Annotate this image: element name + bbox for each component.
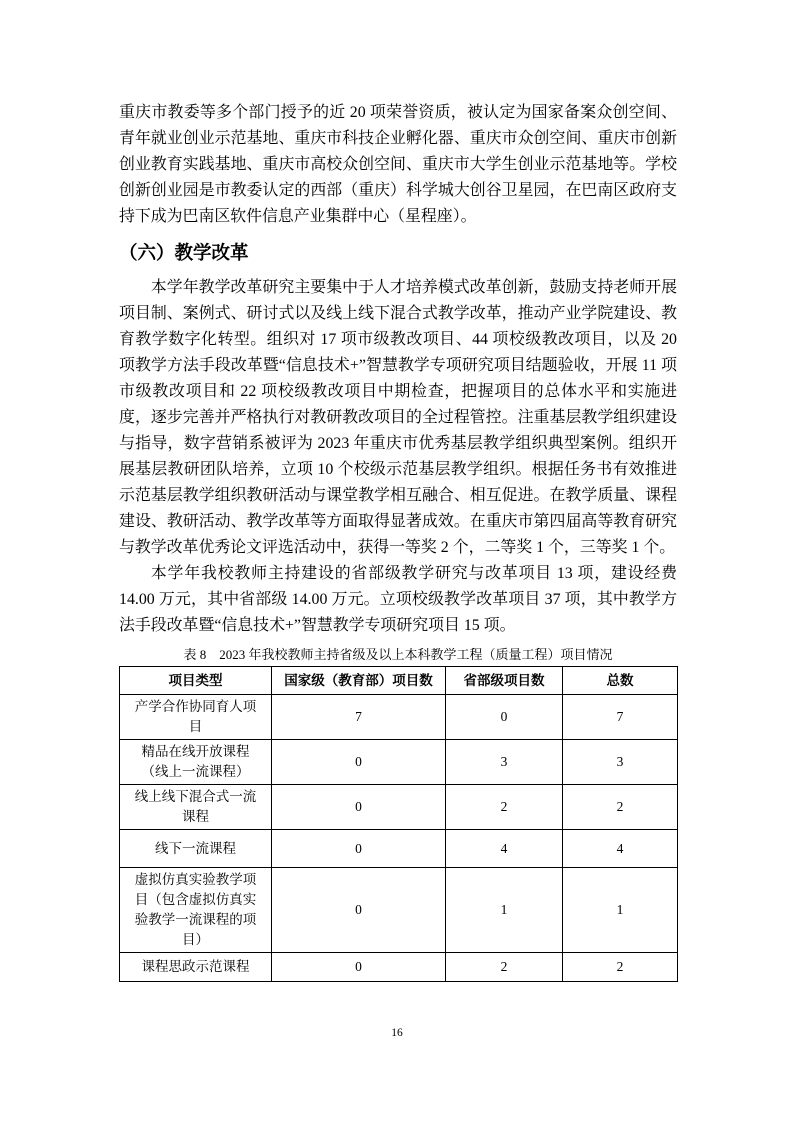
- total-count-cell: 1: [563, 868, 678, 953]
- provincial-count-cell: 2: [446, 785, 563, 830]
- project-type-cell: 线下一流课程: [120, 830, 272, 868]
- provincial-count-cell: 0: [446, 695, 563, 740]
- column-header-total: 总数: [563, 667, 678, 695]
- provincial-count-cell: 4: [446, 830, 563, 868]
- total-count-cell: 2: [563, 785, 678, 830]
- provincial-count-cell: 3: [446, 740, 563, 785]
- project-type-cell: 精品在线开放课程（线上一流课程）: [120, 740, 272, 785]
- column-header-provincial-count: 省部级项目数: [446, 667, 563, 695]
- table-row: [120, 740, 678, 785]
- national-count-cell: 0: [272, 740, 446, 785]
- provincial-count-cell: 1: [446, 868, 563, 953]
- table-header-row: [120, 667, 678, 695]
- table-row: [120, 830, 678, 868]
- intro-paragraph: 重庆市教委等多个部门授予的近 20 项荣誉资质，被认定为国家备案众创空间、青年就业创业示范基地、重庆市科技企业孵化器、重庆市众创空间、重庆市创新创业教育实践基地、重庆市高校众创空间、重庆市大学生创业示范基地等。学校创新创业园是市教委认定的西部（重庆）科学城大创谷卫星园，在巴南区政府支持下成为巴南区软件信息产业集群中心（星程座）。: [119, 104, 677, 225]
- total-count-cell: 7: [563, 695, 678, 740]
- project-type-cell: 课程思政示范课程: [120, 953, 272, 982]
- table-row: [120, 785, 678, 830]
- project-funding-paragraph: 本学年我校教师主持建设的省部级教学研究与改革项目 13 项，建设经费 14.00 万元，其中省部级 14.00 万元。立项校级教学改革项目 37 项，其中教学方法手段改革暨“信息技术+”智慧教学专项研究项目 15 项。: [119, 565, 677, 634]
- national-count-cell: 0: [272, 953, 446, 982]
- table-row: [120, 868, 678, 953]
- project-type-cell: 虚拟仿真实验教学项目（包含虚拟仿真实验教学一流课程的项目）: [120, 868, 272, 953]
- teaching-reform-paragraph: 本学年教学改革研究主要集中于人才培养模式改革创新，鼓励支持老师开展项目制、案例式、研讨式以及线上线下混合式教学改革，推动产业学院建设、教育教学数字化转型。组织对 17 项市级教改项目、44 项校级教改项目，以及 20 项教学方法手段改革暨“信息技术+”智慧教学专项研究项目结题验收，开展 11 项市级教改项目和 22 项校级教改项目中期检查，把握项目的总体水平和实施进度，逐步完善并严格执行对教研教改项目的全过程管控。注重基层教学组织建设与指导，数字营销系被评为 2023 年重庆市优秀基层教学组织典型案例。组织开展基层教研团队培养，立项 10 个校级示范基层教学组织。根据任务书有效推进示范基层教学组织教研活动与课堂教学相互融合、相互促进。在教学质量、课程建设、教研活动、教学改革等方面取得显著成效。在重庆市第四届高等教育研究与教学改革优秀论文评选活动中，获得一等奖 2 个，二等奖 1 个，三等奖 1 个。: [119, 279, 677, 556]
- project-type-cell: 线上线下混合式一流课程: [120, 785, 272, 830]
- provincial-count-cell: 2: [446, 953, 563, 982]
- section-heading: （六）教学改革: [119, 242, 249, 263]
- national-count-cell: 0: [272, 868, 446, 953]
- project-type-cell: 产学合作协同育人项目: [120, 695, 272, 740]
- total-count-cell: 3: [563, 740, 678, 785]
- national-count-cell: 0: [272, 830, 446, 868]
- total-count-cell: 4: [563, 830, 678, 868]
- projects-table: [119, 666, 678, 982]
- column-header-project-type: 项目类型: [120, 667, 272, 695]
- table-row: [120, 695, 678, 740]
- total-count-cell: 2: [563, 953, 678, 982]
- national-count-cell: 0: [272, 785, 446, 830]
- column-header-national-count: 国家级（教育部）项目数: [272, 667, 446, 695]
- table-row: [120, 953, 678, 982]
- table-caption: 表 8 2023 年我校教师主持省级及以上本科教学工程（质量工程）项目情况: [183, 647, 613, 662]
- national-count-cell: 7: [272, 695, 446, 740]
- page-number: 16: [391, 1027, 403, 1039]
